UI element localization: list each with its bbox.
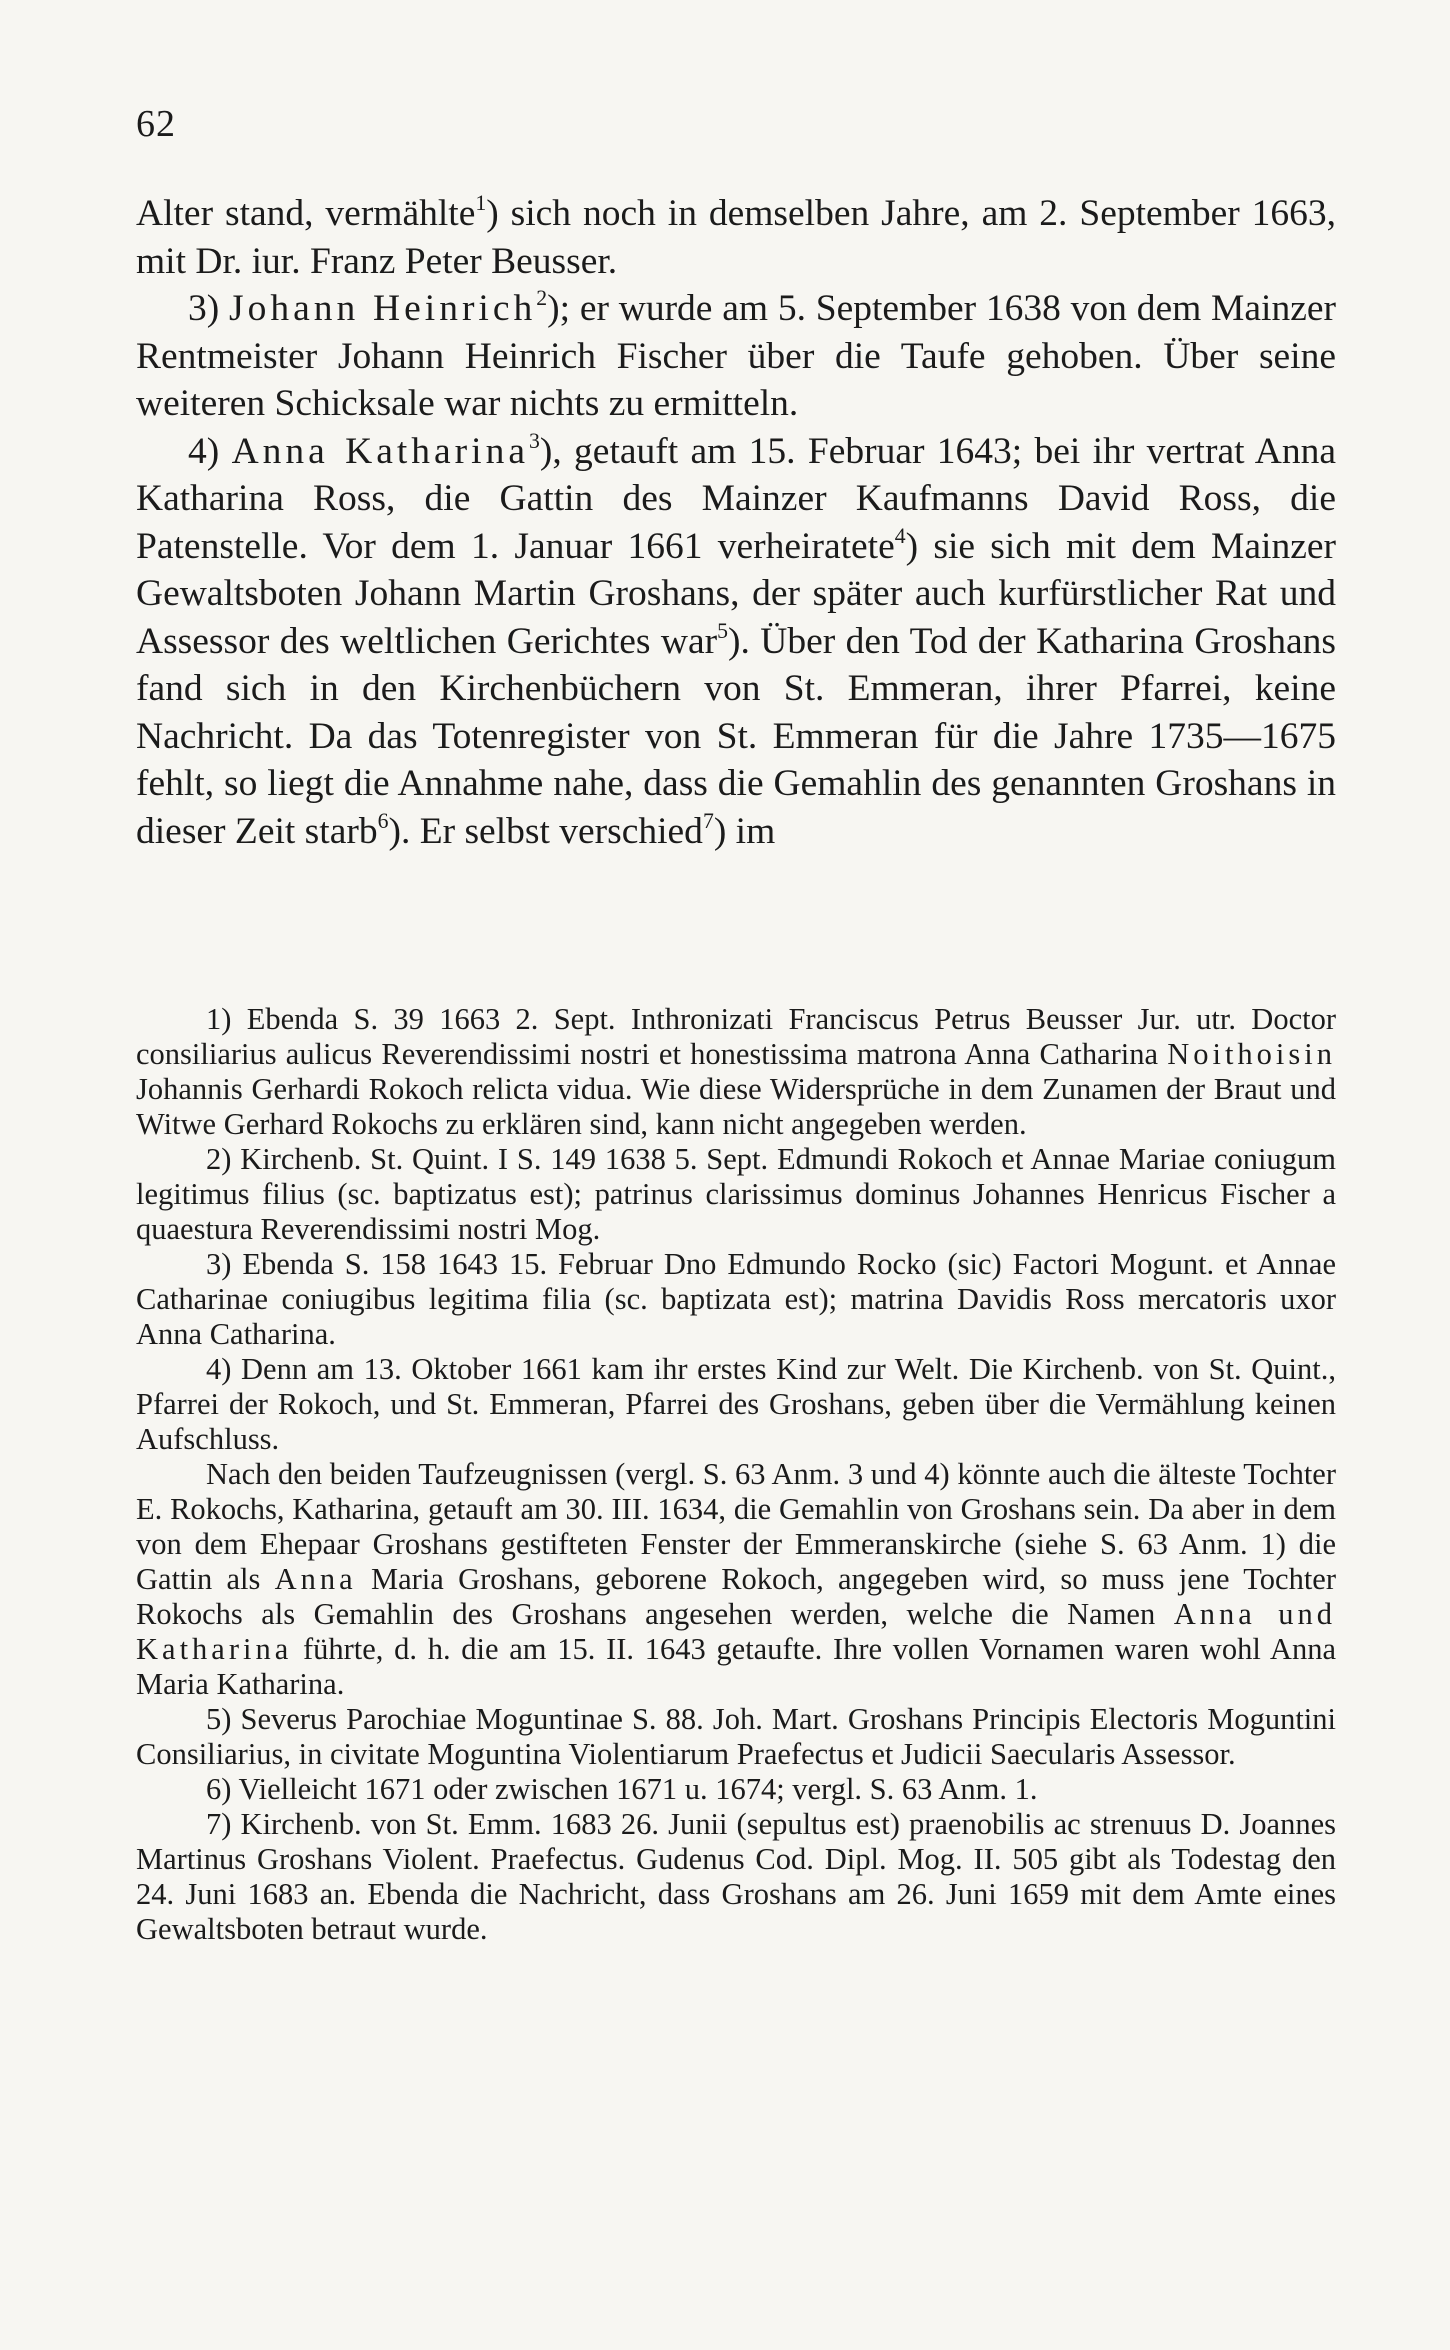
footnote-4: 4) Denn am 13. Oktober 1661 kam ihr erstes Kind zur Welt. Die Kirchenb. von St. Quint., Pfarrei der Rokoch, und St. Emmeran, Pfarrei des Groshans, geben über die Vermählung keinen Aufschluss.	[136, 1352, 1336, 1456]
text-run: Maria Groshans, geborene Rokoch, angegeben wird, so muss jene Tochter Rokochs als Gemahlin des Groshans angesehen werden, welche die Namen	[136, 1562, 1336, 1631]
footnote-ref-5: 5	[717, 618, 728, 643]
footnote-3: 3) Ebenda S. 158 1643 15. Februar Dno Edmundo Rocko (sic) Factori Mogunt. et Annae Catharinae coniugibus legitima filia (sc. baptizata est); matrina Davidis Ross mercatoris uxor Anna Catharina.	[136, 1247, 1336, 1351]
footnote-2: 2) Kirchenb. St. Quint. I S. 149 1638 5. Sept. Edmundi Rokoch et Annae Mariae coniugum legitimus filius (sc. baptizatus est); patrinus clarissimus dominus Johannes Henricus Fischer a quaestura Reverendissimi nostri Mog.	[136, 1142, 1336, 1246]
text-run: 1) Ebenda S. 39 1663 2. Sept. Inthronizati Franciscus Petrus Beusser Jur. utr. Doctor consiliarius aulicus Reverendissimi nostri et honestissima matrona Anna Catharina	[136, 1002, 1336, 1071]
footnote-ref-6: 6	[377, 808, 389, 833]
person-name: Johann Heinrich	[229, 288, 537, 329]
text-run: ); er wurde am 5. September 1638 von dem Mainzer Rentmeister Johann Heinrich Fischer über die Taufe gehoben. Über seine weiteren Schicksale war nichts zu ermitteln.	[136, 288, 1336, 424]
spaced-name: Anna und Katharina	[136, 1597, 1336, 1666]
book-page	[136, 0, 1336, 2350]
text-run: ) im	[713, 810, 776, 852]
footnote-1	[136, 1002, 1336, 1142]
footnote-7: 7) Kirchenb. von St. Emm. 1683 26. Junii (sepultus est) praenobilis ac strenuus D. Joannes Martinus Groshans Violent. Praefectus. Gudenus Cod. Dipl. Mog. II. 505 gibt als Todestag den 24. Juni 1683 an. Ebenda die Nachricht, dass Groshans am 26. Juni 1659 mit dem Amte eines Gewaltsboten betraut wurde.	[136, 1807, 1336, 1946]
item-number: 3)	[188, 288, 230, 329]
text-run: ). Er selbst verschied	[388, 810, 703, 852]
text-run: ), getauft am 15. Februar 1643; bei ihr vertrat Anna Katharina Ross, die Gattin des Mainzer Kaufmanns David Ross, die Patenstelle. Vor dem 1. Januar 1661 verheiratete	[136, 430, 1336, 567]
text-run: ) sie sich mit dem Mainzer Gewaltsboten Johann Martin Groshans, der später auch kurfürstlicher Rat und Assessor des weltlichen Gerichtes war	[136, 525, 1336, 662]
person-name: Anna Katharina	[231, 430, 529, 472]
footnote-ref-3: 3	[528, 428, 540, 453]
page-number: 62	[136, 103, 176, 145]
text-run: führte, d. h. die am 15. II. 1643 getaufte. Ihre vollen Vornamen waren wohl Anna Maria Katharina.	[136, 1632, 1336, 1701]
footnotes	[136, 1002, 1336, 1947]
paragraph-johann-heinrich	[136, 285, 1336, 428]
footnote-6: 6) Vielleicht 1671 oder zwischen 1671 u. 1674; vergl. S. 63 Anm. 1.	[206, 1772, 1038, 1806]
footnote-4-continued	[136, 1457, 1336, 1702]
paragraph-beusser-marriage	[136, 190, 1336, 285]
text-run: Alter stand, vermählte	[136, 193, 476, 234]
footnote-ref-2: 2	[536, 285, 548, 310]
text-run: ) sich noch in demselben Jahre, am 2. September 1663, mit Dr. iur. Franz Peter Beusser.	[136, 193, 1336, 282]
footnote-5: 5) Severus Parochiae Moguntinae S. 88. Joh. Mart. Groshans Principis Electoris Moguntini Consiliarius, in civitate Moguntina Violentiarum Praefectus et Judicii Saecularis Assessor.	[136, 1702, 1336, 1771]
footnote-ref-7: 7	[702, 808, 714, 833]
spaced-name: Noithoisin	[1167, 1037, 1336, 1071]
text-run: Johannis Gerhardi Rokoch relicta vidua. Wie diese Widersprüche in dem Zunamen der Braut und Witwe Gerhard Rokochs zu erklären sind, kann nicht angegeben werden.	[136, 1072, 1336, 1141]
item-number: 4)	[188, 430, 232, 472]
paragraph-anna-katharina	[136, 428, 1336, 856]
text-run: Nach den beiden Taufzeugnissen (vergl. S. 63 Anm. 3 und 4) könnte auch die älteste Tochter E. Rokochs, Katharina, getauft am 30. III. 1634, die Gemahlin von Groshans sein. Da aber in dem von dem Ehepaar Groshans gestifteten Fenster der Emmeranskirche (siehe S. 63 Anm. 1) die Gattin als	[136, 1457, 1336, 1596]
spaced-name: Anna	[274, 1562, 357, 1596]
text-run: ). Über den Tod der Katharina Groshans fand sich in den Kirchenbüchern von St. Emmeran, ihrer Pfarrei, keine Nachricht. Da das Totenregister von St. Emmeran für die Jahre 1735—1675 fehlt, so liegt die Annahme nahe, dass die Gemahlin des genannten Groshans in dieser Zeit starb	[136, 620, 1337, 852]
main-text	[136, 190, 1336, 855]
footnote-ref-1: 1	[475, 190, 487, 215]
footnote-ref-4: 4	[894, 523, 906, 548]
